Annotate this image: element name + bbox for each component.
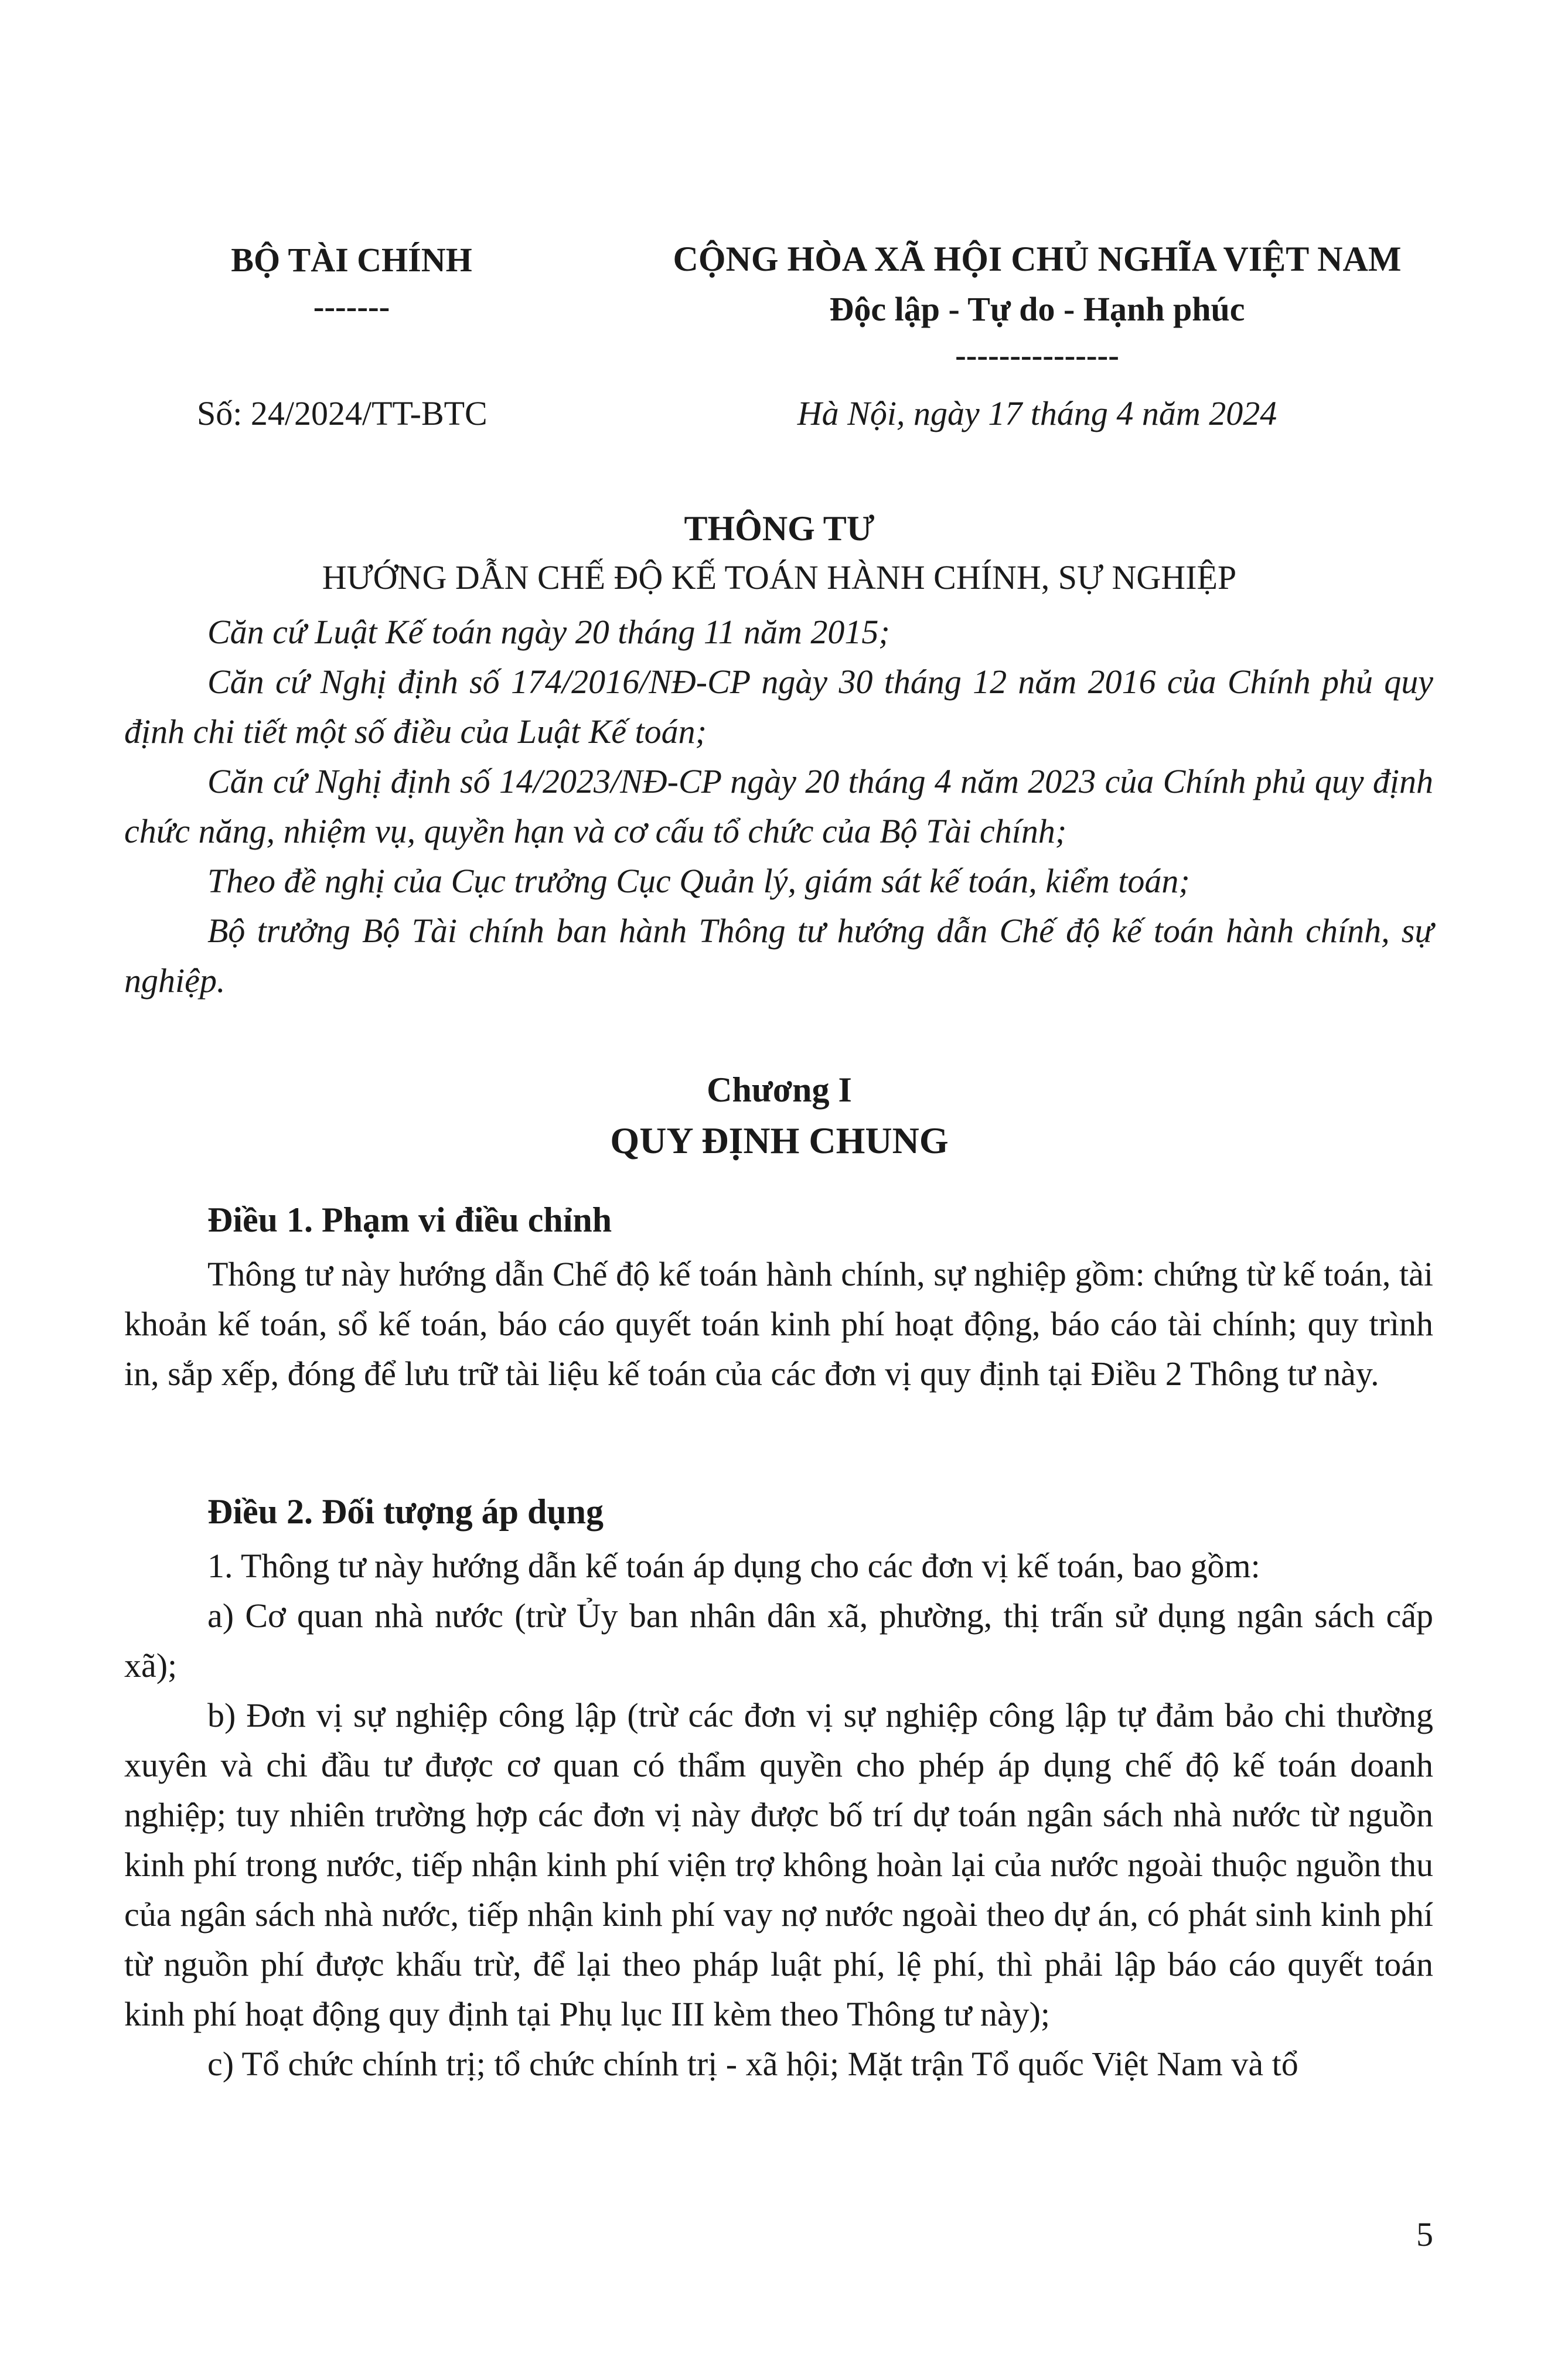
preamble	[124, 607, 1433, 1005]
document-type: THÔNG TƯ	[684, 509, 875, 548]
article-2-body	[124, 1541, 1433, 2089]
article-1-title: Điều 1. Phạm vi điều chỉnh	[207, 1201, 612, 1239]
chapter-number: Chương I	[707, 1070, 852, 1109]
article-2-paragraph: a) Cơ quan nhà nước (trừ Ủy ban nhân dân xã, phường, thị trấn sử dụng ngân sách cấp xã);	[124, 1597, 1433, 1684]
article-2-title: Điều 2. Đối tượng áp dụng	[207, 1492, 604, 1531]
preamble-item: Bộ trưởng Bộ Tài chính ban hành Thông tư hướng dẫn Chế độ kế toán hành chính, sự nghiệp.	[124, 912, 1433, 1000]
article-2-paragraph: b) Đơn vị sự nghiệp công lập (trừ các đơn vị sự nghiệp công lập tự đảm bảo chi thường xuyên và chi đầu tư được cơ quan có thẩm quyền cho phép áp dụng chế độ kế toán doanh nghiệp; tuy nhiên trường hợp các đơn vị này được bố trí dự toán ngân sách nhà nước từ nguồn kinh phí trong nước, tiếp nhận kinh phí viện trợ không hoàn lại của nước ngoài thuộc nguồn thu của ngân sách nhà nước, tiếp nhận kinh phí vay nợ nước ngoài theo dự án, có phát sinh kinh phí từ nguồn phí được khấu trừ, để lại theo pháp luật phí, lệ phí, thì phải lập báo cáo quyết toán kinh phí hoạt động quy định tại Phụ lục III kèm theo Thông tư này);	[124, 1696, 1433, 2033]
preamble-item: Căn cứ Nghị định số 14/2023/NĐ-CP ngày 20 tháng 4 năm 2023 của Chính phủ quy định chức năng, nhiệm vụ, quyền hạn và cơ cấu tổ chức của Bộ Tài chính;	[124, 762, 1433, 850]
preamble-item: Theo đề nghị của Cục trưởng Cục Quản lý, giám sát kế toán, kiểm toán;	[207, 862, 1190, 900]
ministry-name: BỘ TÀI CHÍNH	[231, 241, 472, 279]
chapter-title: QUY ĐỊNH CHUNG	[610, 1120, 949, 1161]
country-name: CỘNG HÒA XÃ HỘI CHỦ NGHĨA VIỆT NAM	[673, 240, 1402, 278]
document-number: Số: 24/2024/TT-BTC	[197, 394, 488, 432]
ministry-rule: -------	[313, 289, 390, 325]
article-1-paragraph: Thông tư này hướng dẫn Chế độ kế toán hành chính, sự nghiệp gồm: chứng từ kế toán, tài khoản kế toán, sổ kế toán, báo cáo quyết toán kinh phí hoạt động, báo cáo tài chính; quy trình in, sắp xếp, đóng để lưu trữ tài liệu kế toán của các đơn vị quy định tại Điều 2 Thông tư này.	[124, 1255, 1433, 1393]
place-and-date: Hà Nội, ngày 17 tháng 4 năm 2024	[797, 394, 1277, 432]
motto-rule: ---------------	[955, 337, 1119, 374]
article-2-paragraph: 1. Thông tư này hướng dẫn kế toán áp dụng cho các đơn vị kế toán, bao gồm:	[207, 1547, 1260, 1585]
national-motto: Độc lập - Tự do - Hạnh phúc	[829, 290, 1245, 328]
article-1-body	[124, 1249, 1433, 1399]
page-number: 5	[1416, 2215, 1433, 2253]
preamble-item: Căn cứ Luật Kế toán ngày 20 tháng 11 năm 2015;	[207, 613, 890, 651]
article-2-paragraph: c) Tổ chức chính trị; tổ chức chính trị - xã hội; Mặt trận Tổ quốc Việt Nam và tổ	[207, 2045, 1298, 2083]
preamble-item: Căn cứ Nghị định số 174/2016/NĐ-CP ngày 30 tháng 12 năm 2016 của Chính phủ quy định chi tiết một số điều của Luật Kế toán;	[124, 663, 1433, 751]
document-subject: HƯỚNG DẪN CHẾ ĐỘ KẾ TOÁN HÀNH CHÍNH, SỰ NGHIỆP	[322, 558, 1237, 596]
